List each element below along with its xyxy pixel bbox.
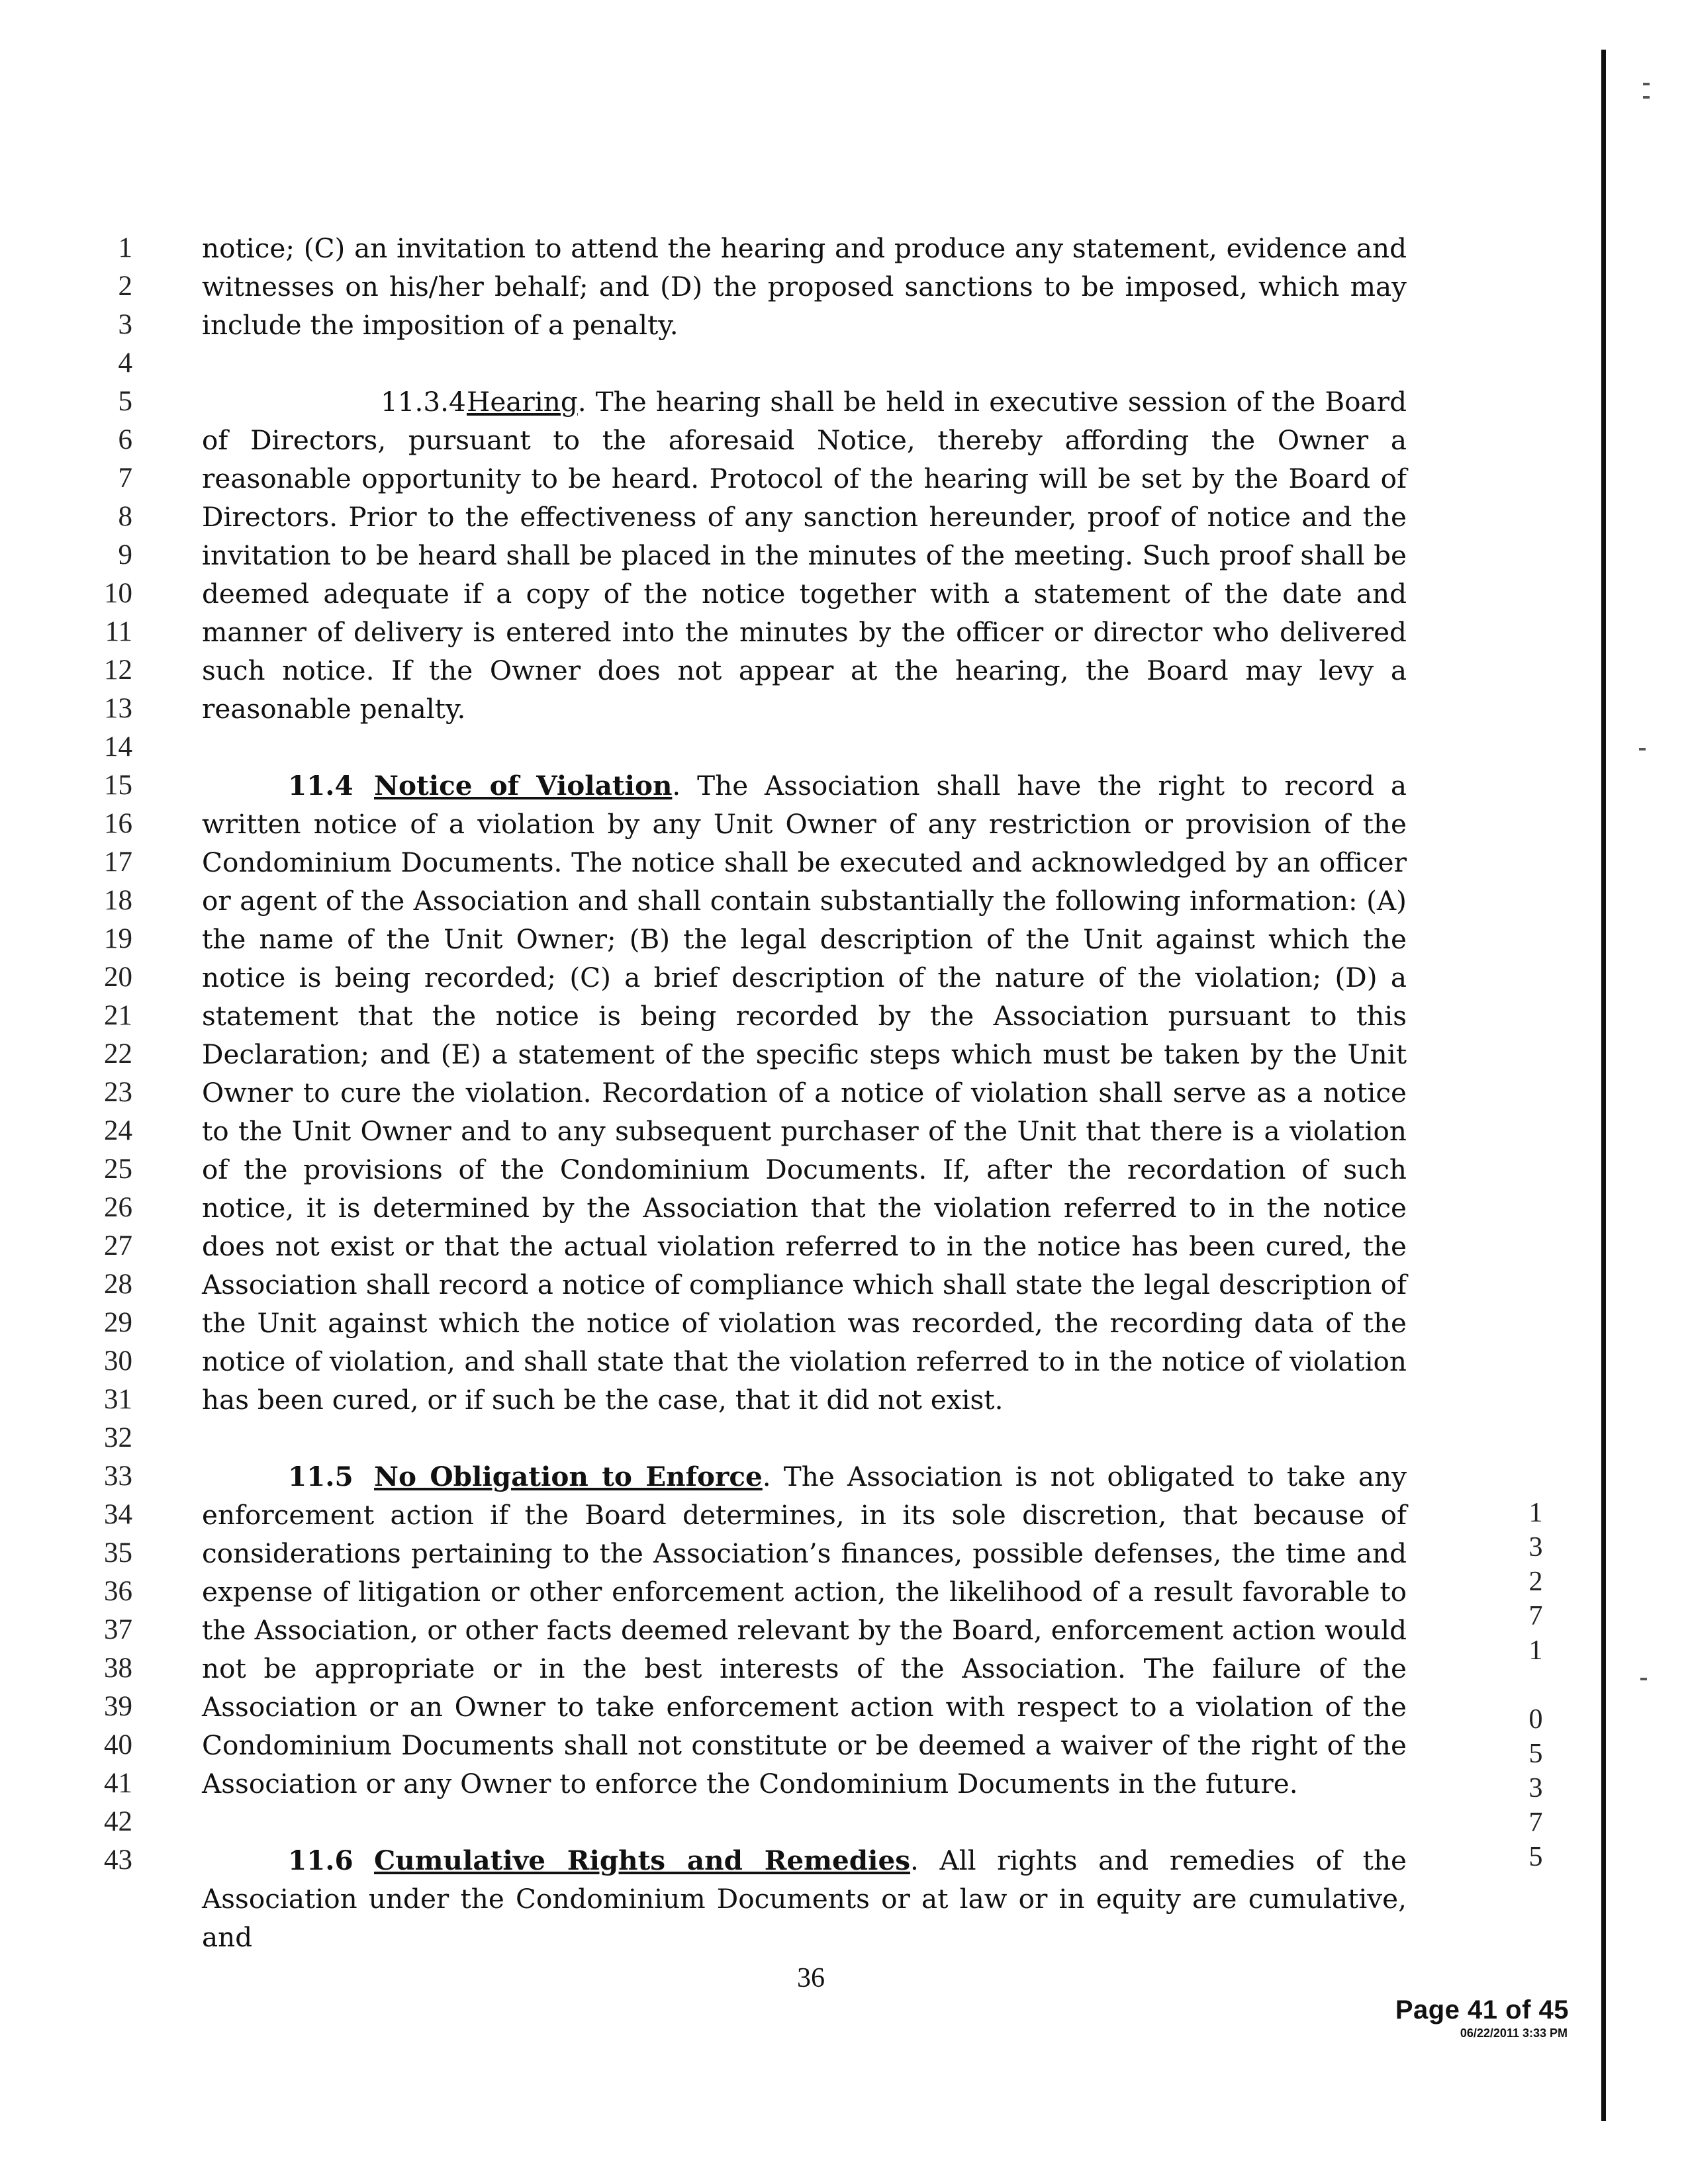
paragraph-notice-of-violation <box>202 766 1407 1419</box>
line-number: 3 <box>118 309 132 340</box>
line-number: 29 <box>104 1307 132 1338</box>
line-number: 14 <box>104 731 132 762</box>
scan-mark <box>1639 748 1646 751</box>
line-number: 18 <box>104 885 132 916</box>
line-number: 25 <box>104 1154 132 1185</box>
recording-digit: 2 <box>1528 1567 1543 1597</box>
recording-digit-gap <box>1516 1668 1556 1702</box>
line-number: 15 <box>104 770 132 801</box>
line-number: 11 <box>105 616 132 647</box>
recording-digit: 5 <box>1528 1842 1543 1872</box>
line-number: 28 <box>104 1269 132 1300</box>
paragraph-text: notice; (C) an invitation to attend the hearing and produce any statement, evidence and witnesses on his/her behalf; and (D) the proposed sanctions to be imposed, which may include the imposition of a penalty. <box>202 232 1407 341</box>
section-heading: No Obligation to Enforce <box>374 1461 763 1492</box>
section-number: 11.3.4 <box>381 386 466 418</box>
recording-digit: 3 <box>1528 1532 1543 1563</box>
line-number: 31 <box>104 1384 132 1415</box>
line-number: 17 <box>104 846 132 878</box>
line-numbers <box>73 229 132 1880</box>
line-number: 42 <box>104 1806 132 1837</box>
line-number: 37 <box>104 1614 132 1645</box>
line-number: 41 <box>104 1768 132 1799</box>
line-number: 33 <box>104 1461 132 1492</box>
section-number: 11.5 <box>288 1461 353 1492</box>
paragraph-hearing <box>202 383 1407 728</box>
line-number: 26 <box>104 1192 132 1223</box>
recording-digit: 1 <box>1528 1498 1543 1528</box>
scan-edge-line <box>1601 50 1606 2121</box>
recording-number <box>1516 1496 1556 1874</box>
recording-stamp-page: Page 41 of 45 <box>1395 1995 1569 2025</box>
line-number: 43 <box>104 1844 132 1876</box>
scan-mark <box>1640 1678 1647 1680</box>
section-heading: Hearing <box>467 386 578 418</box>
line-number: 19 <box>104 923 132 954</box>
line-number: 9 <box>118 539 132 570</box>
recording-digit: 5 <box>1528 1739 1543 1769</box>
line-number: 32 <box>104 1422 132 1453</box>
body-text <box>202 229 1407 1956</box>
section-number: 11.4 <box>288 770 353 801</box>
page-number: 36 <box>797 1963 825 1993</box>
section-heading: Notice of Violation <box>374 770 673 801</box>
line-number: 23 <box>104 1077 132 1108</box>
recording-digit: 7 <box>1528 1601 1543 1631</box>
line-number: 21 <box>104 1000 132 1031</box>
line-number: 24 <box>104 1115 132 1146</box>
paragraph-continuation <box>202 229 1407 344</box>
line-number: 35 <box>104 1537 132 1569</box>
line-number: 7 <box>118 463 132 494</box>
line-number: 38 <box>104 1653 132 1684</box>
line-number: 39 <box>104 1691 132 1722</box>
scan-mark <box>1643 83 1650 85</box>
recording-stamp-date: 06/22/2011 3:33 PM <box>1460 2026 1568 2040</box>
recording-digit: 1 <box>1528 1635 1543 1666</box>
paragraph-text: . The hearing shall be held in executive session of the Board of Directors, pursuant to the aforesaid Notice, thereby affording the Owner a reasonable opportunity to be heard. Protocol of the hearing will be set by the Board of Directors. Prior to the effectiveness of any sanction hereunder, proof of notice and the invitation to be heard shall be placed in the minutes of the meeting. Such proof shall be deemed adequate if a copy of the notice together with a statement of the date and manner of delivery is entered into the minutes by the officer or director who delivered such notice. If the Owner does not appear at the hearing, the Board may levy a reasonable penalty. <box>202 386 1407 725</box>
line-number: 36 <box>104 1576 132 1607</box>
recording-digit: 0 <box>1528 1704 1543 1735</box>
section-heading: Cumulative Rights and Remedies <box>374 1844 911 1876</box>
paragraph-no-obligation <box>202 1457 1407 1803</box>
line-number: 13 <box>104 693 132 724</box>
recording-digit: 3 <box>1528 1773 1543 1803</box>
recording-digit: 7 <box>1528 1807 1543 1838</box>
line-number: 6 <box>118 424 132 455</box>
line-number: 30 <box>104 1345 132 1377</box>
scan-mark <box>1643 96 1650 99</box>
line-number: 12 <box>104 655 132 686</box>
paragraph-text: . The Association shall have the right to record a written notice of a violation by any Unit Owner of any restriction or provision of the Condominium Documents. The notice shall be executed and acknowledged by an officer or agent of the Association and shall contain substantially the following information: (A) the name of the Unit Owner; (B) the legal description of the Unit against which the notice is being recorded; (C) a brief description of the nature of the violation; (D) a statement that the notice is being recorded by the Association pursuant to this Declaration; and (E) a statement of the specific steps which must be taken by the Unit Owner to cure the violation. Recordation of a notice of violation shall serve as a notice to the Unit Owner and to any subsequent purchaser of the Unit that there is a violation of the provisions of the Condominium Documents. If, after the recordation of such notice, it is determined by the Association that the violation referred to in the notice does not exist or that the actual violation referred to in the notice has been cured, the Association shall record a notice of compliance which shall state the legal description of the Unit against which the notice of violation was recorded, the recording data of the notice of violation, and shall state that the violation referred to in the notice of violation has been cured, or if such be the case, that it did not exist. <box>202 770 1407 1416</box>
line-number: 8 <box>118 501 132 532</box>
paragraph-cumulative-rights <box>202 1841 1407 1956</box>
line-number: 27 <box>104 1230 132 1261</box>
paragraph-text: . The Association is not obligated to take any enforcement action if the Board determines, in its sole discretion, that because of considerations pertaining to the Association’s finances, possible defenses, the time and expense of litigation or other enforcement action, the likelihood of a result favorable to the Association, or other facts deemed relevant by the Board, enforcement action would not be appropriate or in the best interests of the Association. The failure of the Association or an Owner to take enforcement action with respect to a violation of the Condominium Documents shall not constitute or be deemed a waiver of the right of the Association or any Owner to enforce the Condominium Documents in the future. <box>202 1461 1407 1799</box>
line-number: 16 <box>104 808 132 839</box>
line-number: 5 <box>118 386 132 417</box>
paragraph-text: . All rights and remedies of the Association under the Condominium Documents or at law or in equity are cumulative, and <box>202 1844 1407 1953</box>
line-number: 20 <box>104 962 132 993</box>
line-number: 2 <box>118 271 132 302</box>
line-number: 4 <box>118 347 132 379</box>
line-number: 22 <box>104 1038 132 1069</box>
section-number: 11.6 <box>288 1844 353 1876</box>
line-number: 10 <box>104 578 132 609</box>
line-number: 1 <box>118 232 132 263</box>
line-number: 34 <box>104 1499 132 1530</box>
line-number: 40 <box>104 1729 132 1760</box>
